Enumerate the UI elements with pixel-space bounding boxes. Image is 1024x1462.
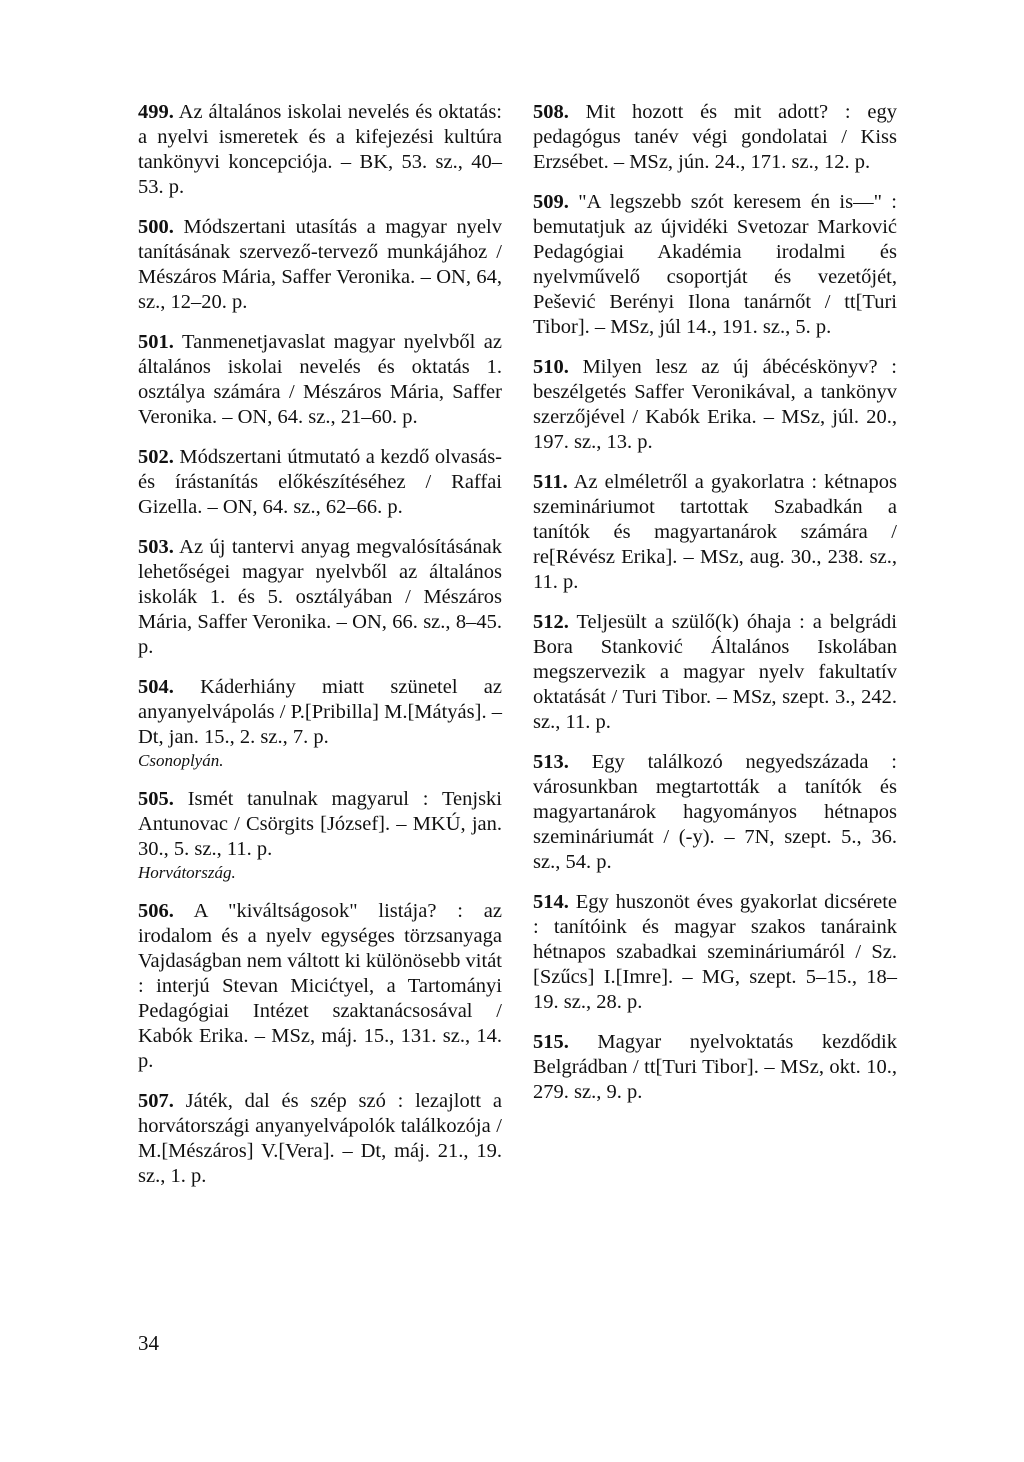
entry-number: 507. bbox=[138, 1090, 174, 1112]
entry-location-note: Csonoplyán. bbox=[138, 751, 224, 770]
entry-text: Módszertani útmutató a kezdő olvasás- és írástanítás előkészítéséhez / Raffai Gizella. – ON, 64. sz., 62–66. p. bbox=[138, 446, 503, 518]
bibliography-entry bbox=[138, 675, 502, 772]
entry-number: 509. bbox=[533, 191, 569, 213]
entry-text: Tanmenetjavaslat magyar nyelvből az általános iskolai nevelés és oktatás 1. osztálya számára / Mészáros Mária, Saffer Veronika. – ON, 64. sz., 21–60. p. bbox=[138, 331, 502, 428]
entry-text: Játék, dal és szép szó : lezajlott a horvátországi anyanyelvápolók találkozója / M.[Mészáros] V.[Vera]. – Dt, máj. 21., 19. sz., 1. p. bbox=[138, 1090, 502, 1187]
bibliography-entry bbox=[533, 100, 897, 175]
entry-text: Egy huszonöt éves gyakorlat dicsérete : tanítóink és magyar szakos tanáraink hétnapos szabadkai szemináriumáról / Sz.[Szűcs] I.[Imre]. – MG, szept. 5–15., 18–19. sz., 28. p. bbox=[533, 891, 898, 1013]
entry-number: 503. bbox=[138, 536, 174, 558]
right-column bbox=[533, 100, 897, 1120]
page-number: 34 bbox=[138, 1331, 159, 1355]
entry-text: "A legszebb szót keresem én is—" : bemutatjuk az újvidéki Svetozar Marković Pedagógiai Akadémia irodalmi és nyelvművelő csoportját és vezetőjét, Pešević Berényi Ilona tanárnőt / tt[Turi Tibor]. – MSz, júl 14., 191. sz., 5. p. bbox=[533, 191, 898, 338]
entry-text: Káderhiány miatt szünetel az anyanyelvápolás / P.[Pribilla] M.[Mátyás]. – Dt, jan. 15., 2. sz., 7. p. bbox=[138, 676, 502, 748]
entry-number: 499. bbox=[138, 101, 174, 123]
entry-number: 513. bbox=[533, 751, 569, 773]
entry-number: 512. bbox=[533, 611, 569, 633]
entry-text: Az elméletről a gyakorlatra : kétnapos szemináriumot tartottak Szabadkán a tanítók és magyartanárok számára / re[Révész Erika]. – MSz, aug. 30., 238. sz., 11. p. bbox=[533, 471, 897, 593]
entry-text: Magyar nyelvoktatás kezdődik Belgrádban / tt[Turi Tibor]. – MSz, okt. 10., 279. sz., 9. p. bbox=[533, 1031, 898, 1103]
bibliography-entry bbox=[533, 1030, 897, 1105]
entry-text: Az általános iskolai nevelés és oktatás: a nyelvi ismeretek és a kifejezési kultúra tankönyvi koncepciója. – BK, 53. sz., 40–53. p. bbox=[138, 101, 502, 198]
bibliography-entry bbox=[138, 100, 502, 200]
entry-number: 505. bbox=[138, 788, 174, 810]
entry-number: 514. bbox=[533, 891, 569, 913]
bibliography-entry bbox=[533, 355, 897, 455]
bibliography-entry bbox=[533, 190, 897, 340]
entry-number: 511. bbox=[533, 471, 568, 493]
entry-number: 500. bbox=[138, 216, 174, 238]
entry-number: 515. bbox=[533, 1031, 569, 1053]
bibliography-entry bbox=[533, 470, 897, 595]
entry-number: 501. bbox=[138, 331, 174, 353]
entry-text: Az új tantervi anyag megvalósításának lehetőségei magyar nyelvből az általános iskolák 1. és 5. osztályában / Mészáros Mária, Saffer Veronika. – ON, 66. sz., 8–45. p. bbox=[138, 536, 502, 658]
entry-number: 504. bbox=[138, 676, 174, 698]
entry-text: Egy találkozó negyedszázada : városunkban megtartották a tanítók és magyartanárok hagyományos hétnapos szemináriumát / (-y). – 7N, szept. 5., 36. sz., 54. p. bbox=[533, 751, 897, 873]
entry-number: 510. bbox=[533, 356, 569, 378]
entry-location-note: Horvátország. bbox=[138, 863, 236, 882]
bibliography-entry bbox=[533, 890, 897, 1015]
bibliography-entry bbox=[533, 610, 897, 735]
entry-text: Milyen lesz az új ábécéskönyv? : beszélgetés Saffer Veronikával, a tankönyv szerzőjével / Kabók Erika. – MSz, júl. 20., 197. sz., 13. p. bbox=[533, 356, 897, 453]
entry-text: Teljesült a szülő(k) óhaja : a belgrádi Bora Stanković Általános Iskolában megszervezik a magyar nyelv fakultatív oktatását / Turi Tibor. – MSz, szept. 3., 242. sz., 11. p. bbox=[533, 611, 897, 733]
bibliography-entry bbox=[138, 1089, 502, 1189]
entry-number: 508. bbox=[533, 101, 569, 123]
entry-text: A "kiváltságosok" listája? : az irodalom és a nyelv egységes törzsanyaga Vajdaságban nem váltott ki különösebb vitát : interjú Stevan Micićtyel, a Tartományi Pedagógiai Intézet szaktanácsosával / Kabók Erika. – MSz, máj. 15., 131. sz., 14. p. bbox=[138, 900, 502, 1072]
bibliography-entry bbox=[138, 899, 502, 1074]
bibliography-entry bbox=[138, 787, 502, 884]
bibliography-entry bbox=[138, 535, 502, 660]
entry-number: 506. bbox=[138, 900, 174, 922]
left-column bbox=[138, 100, 502, 1204]
entry-text: Ismét tanulnak magyarul : Tenjski Antunovac / Csörgits [József]. – MKÚ, jan. 30., 5. sz., 11. p. bbox=[138, 788, 503, 860]
bibliography-entry bbox=[138, 445, 502, 520]
bibliography-entry bbox=[138, 215, 502, 315]
entry-text: Módszertani utasítás a magyar nyelv tanításának szervező-tervező munkájához / Mészáros Mária, Saffer Veronika. – ON, 64, sz., 12–20. p. bbox=[138, 216, 502, 313]
bibliography-entry bbox=[138, 330, 502, 430]
entry-number: 502. bbox=[138, 446, 174, 468]
bibliography-entry bbox=[533, 750, 897, 875]
entry-text: Mit hozott és mit adott? : egy pedagógus tanév végi gondolatai / Kiss Erzsébet. – MSz, jún. 24., 171. sz., 12. p. bbox=[533, 101, 897, 173]
